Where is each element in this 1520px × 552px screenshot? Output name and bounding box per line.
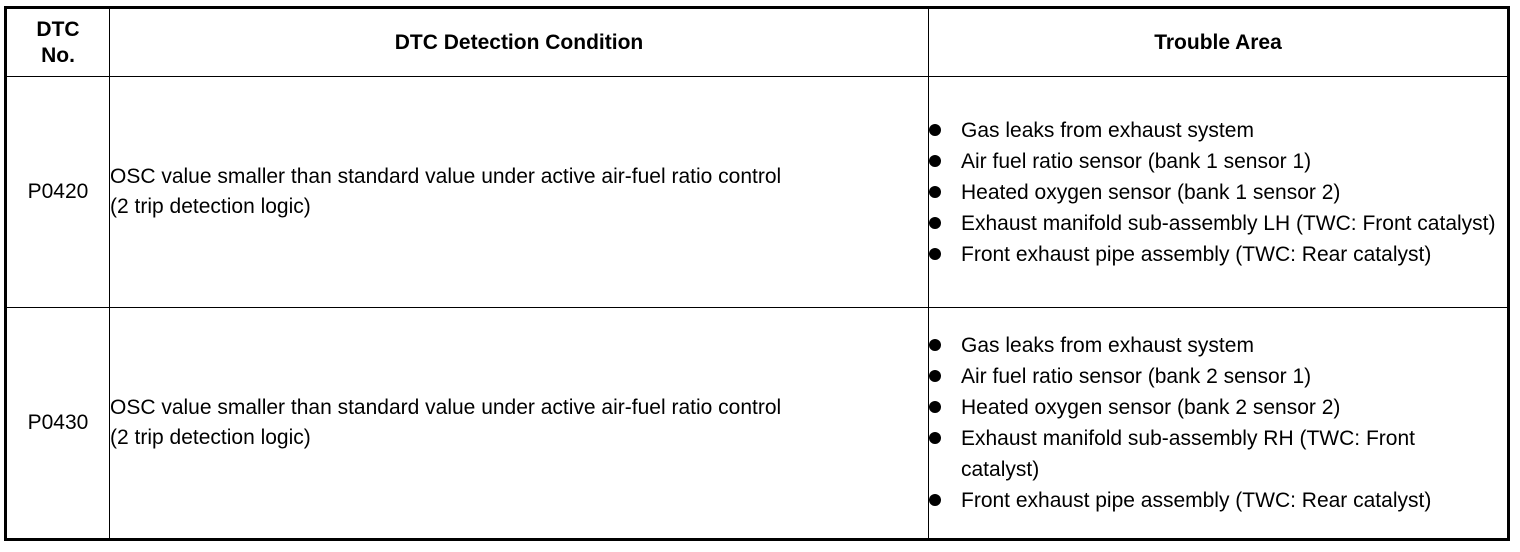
list-item-text: Front exhaust pipe assembly (TWC: Rear catalyst) bbox=[961, 489, 1432, 512]
table-body bbox=[6, 77, 1509, 540]
list-item-text: Air fuel ratio sensor (bank 1 sensor 1) bbox=[961, 149, 1312, 173]
bullet-icon bbox=[929, 186, 941, 198]
dtc-code: P0420 bbox=[6, 77, 110, 308]
bullet-icon bbox=[929, 217, 941, 229]
list-item-text: Exhaust manifold sub-assembly RH (TWC: Front catalyst) bbox=[961, 427, 1415, 481]
header-row bbox=[6, 8, 1509, 77]
list-item-text: Front exhaust pipe assembly (TWC: Rear catalyst) bbox=[961, 242, 1432, 266]
condition-line: (2 trip detection logic) bbox=[110, 195, 311, 218]
table-row bbox=[6, 308, 1509, 540]
header-detection-condition: DTC Detection Condition bbox=[110, 8, 929, 77]
list-item-text: Air fuel ratio sensor (bank 2 sensor 1) bbox=[961, 365, 1312, 388]
list-item bbox=[929, 146, 1507, 177]
header-trouble-area: Trouble Area bbox=[929, 8, 1509, 77]
condition-line: (2 trip detection logic) bbox=[110, 426, 311, 449]
list-item bbox=[929, 361, 1507, 392]
list-item bbox=[929, 177, 1507, 208]
header-dtc-no bbox=[6, 8, 110, 77]
dtc-table bbox=[4, 6, 1510, 541]
header-dtc-no-line2: No. bbox=[41, 43, 75, 67]
trouble-area bbox=[929, 77, 1509, 308]
detection-condition bbox=[110, 308, 929, 540]
bullet-icon bbox=[929, 432, 941, 444]
list-item-text: Gas leaks from exhaust system bbox=[961, 118, 1254, 142]
list-item bbox=[929, 208, 1507, 239]
list-item bbox=[929, 485, 1507, 516]
list-item bbox=[929, 423, 1507, 485]
trouble-area bbox=[929, 308, 1509, 540]
bullet-icon bbox=[929, 401, 941, 413]
list-item bbox=[929, 392, 1507, 423]
trouble-list bbox=[929, 115, 1507, 270]
list-item bbox=[929, 239, 1507, 270]
bullet-icon bbox=[929, 248, 941, 260]
trouble-list bbox=[929, 330, 1507, 516]
list-item-text: Heated oxygen sensor (bank 1 sensor 2) bbox=[961, 180, 1341, 204]
list-item-text: Heated oxygen sensor (bank 2 sensor 2) bbox=[961, 396, 1341, 419]
bullet-icon bbox=[929, 339, 941, 351]
table-header bbox=[6, 8, 1509, 77]
bullet-icon bbox=[929, 124, 941, 136]
dtc-code: P0430 bbox=[6, 308, 110, 540]
bullet-icon bbox=[929, 494, 941, 506]
condition-line: OSC value smaller than standard value under active air-fuel ratio control bbox=[110, 396, 782, 419]
list-item-text: Exhaust manifold sub-assembly LH (TWC: Front catalyst) bbox=[961, 211, 1496, 235]
table-row bbox=[6, 77, 1509, 308]
bullet-icon bbox=[929, 370, 941, 382]
list-item-text: Gas leaks from exhaust system bbox=[961, 334, 1254, 357]
list-item bbox=[929, 330, 1507, 361]
list-item bbox=[929, 115, 1507, 146]
condition-line: OSC value smaller than standard value under active air-fuel ratio control bbox=[110, 165, 782, 188]
bullet-icon bbox=[929, 155, 941, 167]
header-dtc-no-line1: DTC bbox=[36, 17, 80, 41]
detection-condition bbox=[110, 77, 929, 308]
